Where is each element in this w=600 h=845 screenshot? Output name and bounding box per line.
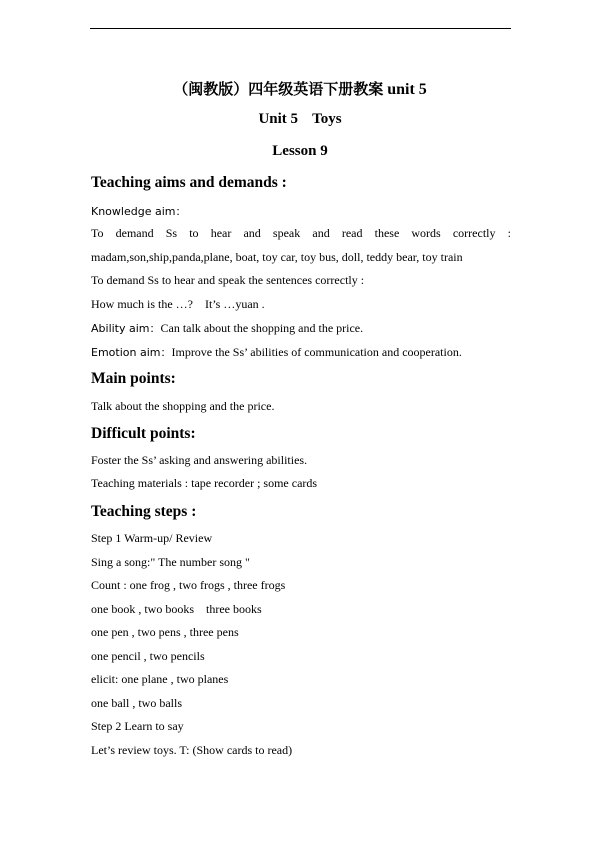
document-title <box>0 78 600 99</box>
demand-word-list: madam,son,ship,panda,plane, boat, toy car, toy bus, doll, teddy bear, toy train <box>91 250 463 264</box>
demand-word: and <box>312 226 330 240</box>
step-line: Sing a song:" The number song " <box>91 555 250 569</box>
teaching-materials: Teaching materials : tape recorder ; some cards <box>91 476 318 490</box>
unit-heading <box>0 111 600 128</box>
knowledge-aim: Knowledge aim： <box>91 205 187 218</box>
demand-word: read <box>341 226 363 240</box>
ability-text: Can talk about the shopping and the price. <box>160 321 364 335</box>
difficult-points-text: Foster the Ss’ asking and answering abilities. <box>91 453 308 467</box>
emotion-label: Emotion aim： <box>91 346 172 359</box>
demand-word: and <box>243 226 261 240</box>
demand-word: words <box>411 226 441 240</box>
demand-word: correctly <box>452 226 496 240</box>
step-line: Count : one frog , two frogs , three frogs <box>91 578 286 592</box>
sentence-pattern: How much is the …? It’s …yuan . <box>91 297 265 311</box>
ability-aim <box>91 320 363 336</box>
title-unit: unit 5 <box>387 81 427 98</box>
step-line: one book , two books three books <box>91 602 262 616</box>
header-rule <box>90 28 511 29</box>
step-line: one ball , two balls <box>91 696 182 710</box>
step-line: Let’s review toys. T: (Show cards to read) <box>91 743 293 757</box>
teaching-steps-heading: Teaching steps : <box>91 503 197 520</box>
lesson-heading: Lesson 9 <box>272 143 328 159</box>
step-line: one pen , two pens , three pens <box>91 625 239 639</box>
step-line: elicit: one plane , two planes <box>91 672 229 686</box>
step-line: one pencil , two pencils <box>91 649 205 663</box>
emotion-text: Improve the Ss’ abilities of communication and cooperation. <box>171 345 462 359</box>
demand-word: hear <box>210 226 232 240</box>
demand-words-line <box>91 226 511 241</box>
demand-word: demand <box>115 226 154 240</box>
difficult-points-heading: Difficult points: <box>91 425 196 442</box>
step-line: Step 2 Learn to say <box>91 719 184 733</box>
demand-word: to <box>189 226 199 240</box>
step-line: Step 1 Warm-up/ Review <box>91 531 213 545</box>
demand-word: To <box>91 226 104 240</box>
demand-word: Ss <box>165 226 178 240</box>
title-chinese: （闽教版）四年级英语下册教案 <box>173 80 384 98</box>
unit-label: Unit 5 <box>258 111 299 127</box>
demand-word: : <box>507 226 511 240</box>
demand-word: these <box>374 226 400 240</box>
emotion-aim <box>91 344 462 360</box>
unit-name: Toys <box>312 111 342 127</box>
demand-sentences: To demand Ss to hear and speak the sentences correctly : <box>91 273 365 287</box>
ability-label: Ability aim： <box>91 322 161 335</box>
main-points-heading: Main points: <box>91 370 176 387</box>
demand-word: speak <box>272 226 301 240</box>
aims-heading: Teaching aims and demands : <box>91 174 287 191</box>
main-points-text: Talk about the shopping and the price. <box>91 399 275 413</box>
